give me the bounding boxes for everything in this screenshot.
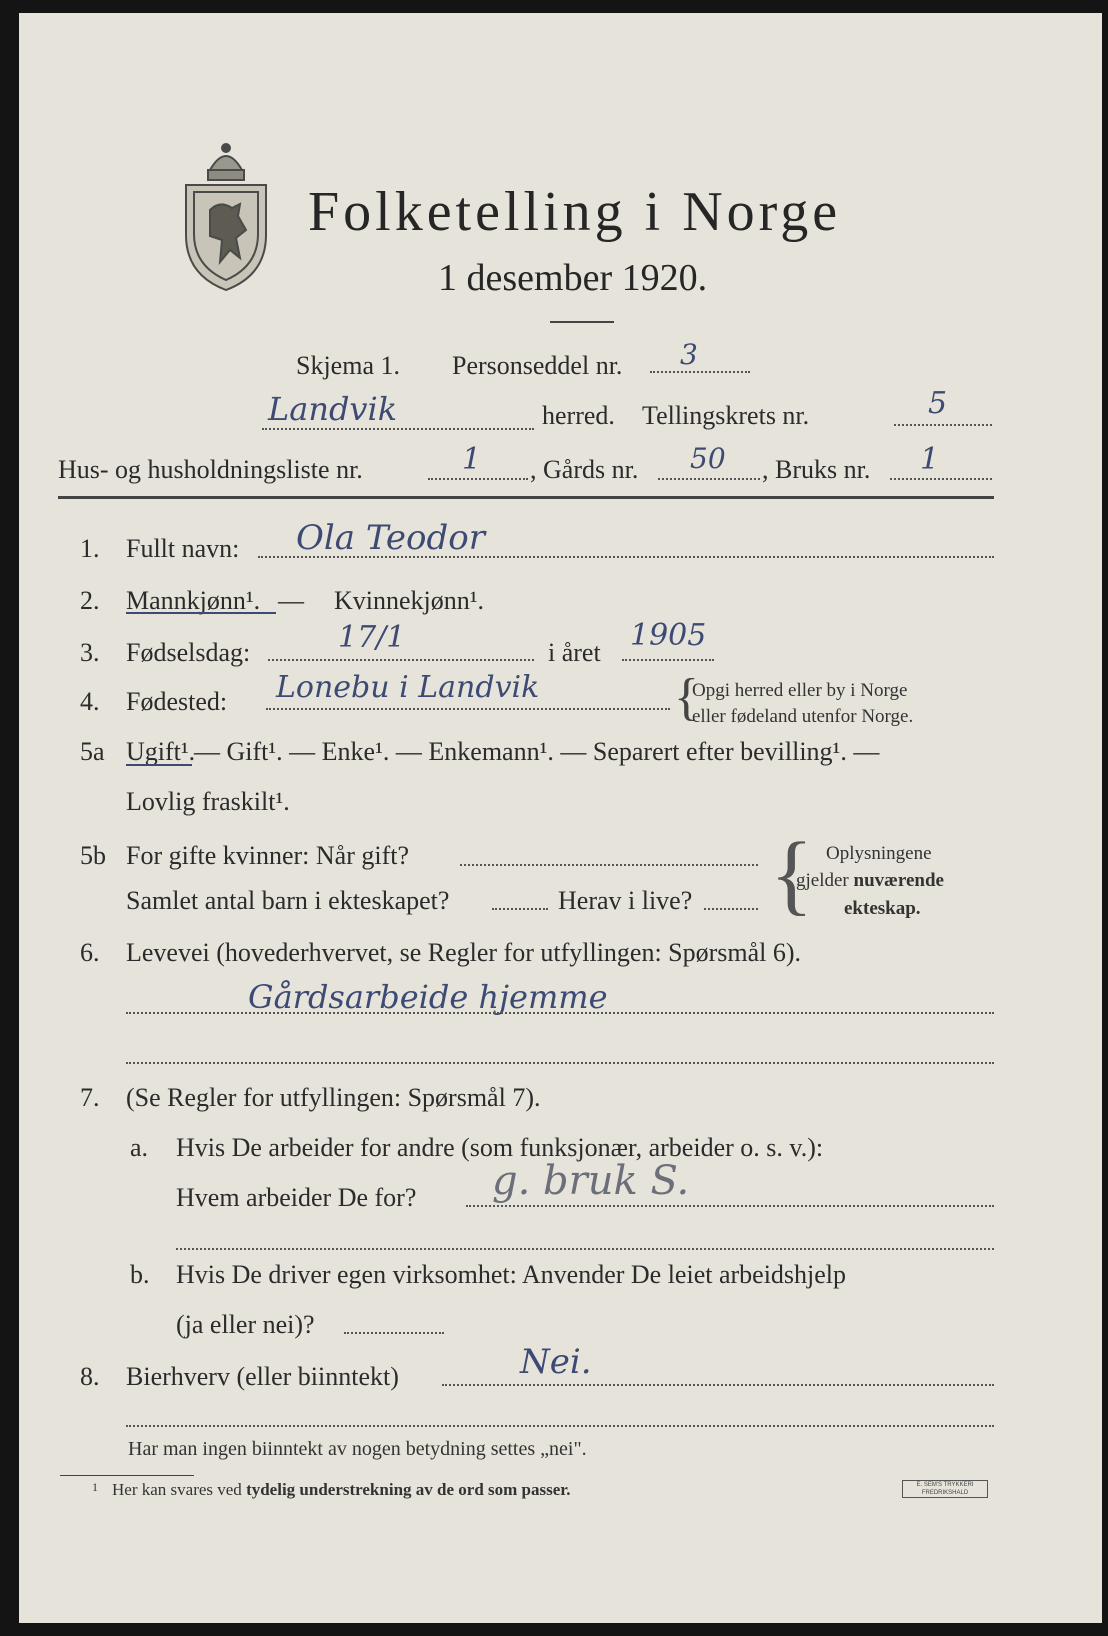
q7a-number: a. [130, 1133, 149, 1162]
q5b-brace: { [770, 825, 814, 924]
gards-label: , Gårds nr. [530, 455, 639, 484]
q7b-text: Hvis De driver egen virksomhet: Anvender De leiet arbeidshjelp [176, 1260, 847, 1289]
q2-female[interactable]: Kvinnekjønn¹. [334, 586, 485, 615]
q5b-note-2b: nuværende [853, 870, 944, 891]
q7a-text: Hvis De arbeider for andre (som funksjonær, arbeider o. s. v.): [176, 1133, 824, 1162]
q4-note-2: eller fødeland utenfor Norge. [692, 706, 914, 727]
q7b-number: b. [130, 1260, 150, 1289]
q5b-note-2 [796, 870, 944, 892]
q7-number: 7. [80, 1083, 100, 1112]
q5a-number: 5a [80, 737, 105, 766]
form-title: Folketelling i Norge [308, 181, 842, 243]
footnote [92, 1480, 571, 1500]
tellingskrets-label: Tellingskrets nr. [642, 401, 810, 430]
q8-label: Bierhverv (eller biinntekt) [126, 1362, 399, 1391]
q1-number: 1. [80, 534, 100, 563]
q5a-ugift[interactable]: Ugift¹. [126, 737, 196, 766]
footer-note: Har man ingen biinntekt av nogen betydning settes „nei". [128, 1438, 587, 1460]
q7b-line [344, 1332, 444, 1334]
bruks-line [890, 478, 992, 480]
q5b-line-1: For gifte kvinner: Når gift? [126, 841, 410, 870]
q4-brace: { [674, 669, 699, 726]
footnote-text-a: Her kan svares ved [112, 1480, 247, 1499]
q3-year-line [622, 659, 714, 661]
q6-line-2 [126, 1062, 994, 1064]
q7-label: (Se Regler for utfyllingen: Spørsmål 7). [126, 1083, 541, 1112]
q5b-line-2b: Herav i live? [558, 886, 693, 915]
q4-note-1: Opgi herred eller by i Norge [692, 680, 908, 701]
q8-line-1 [442, 1384, 994, 1386]
q4-number: 4. [80, 687, 100, 716]
q5b-gift-line [460, 864, 758, 866]
skjema-label: Skjema 1. [296, 351, 400, 380]
q8-line-2 [126, 1425, 994, 1427]
q5a-options[interactable]: — Gift¹. — Enke¹. — Enkemann¹. — Separert efter bevilling¹. — [194, 737, 880, 766]
bruks-value[interactable]: 1 [920, 442, 940, 477]
q8-value[interactable]: Nei. [520, 1342, 592, 1382]
q2-male[interactable]: Mannkjønn¹. [126, 586, 261, 615]
q4-label: Fødested: [126, 687, 228, 716]
gards-value[interactable]: 50 [690, 442, 726, 475]
header-rule [58, 496, 994, 499]
footnote-text-b: tydelig understrekning av de ord som passer. [246, 1480, 571, 1499]
q5a-ugift-underline [126, 764, 192, 766]
herred-line [262, 428, 534, 430]
personseddel-value[interactable]: 3 [680, 338, 698, 371]
q3-line [268, 659, 534, 661]
q6-value[interactable]: Gårdsarbeide hjemme [248, 978, 608, 1016]
tellingskrets-value[interactable]: 5 [928, 386, 948, 421]
q6-label: Levevei (hovederhvervet, se Regler for utfyllingen: Spørsmål 6). [126, 938, 802, 967]
personseddel-line [650, 371, 750, 373]
q3-label: Fødselsdag: [126, 638, 251, 667]
q5b-line-2a: Samlet antal barn i ekteskapet? [126, 886, 450, 915]
herred-label: herred. [542, 401, 615, 430]
q5b-note-2a: gjelder [796, 870, 854, 891]
husliste-line [428, 478, 528, 480]
q1-value[interactable]: Ola Teodor [296, 518, 485, 558]
q5b-barn-line [492, 908, 548, 910]
personseddel-label: Personseddel nr. [452, 351, 623, 380]
q6-line-1 [126, 1012, 994, 1014]
q6-number: 6. [80, 938, 100, 967]
q7a-line-2 [176, 1248, 994, 1250]
form-date: 1 desember 1920. [438, 257, 708, 299]
husliste-label: Hus- og husholdningsliste nr. [58, 455, 363, 484]
q2-male-underline [126, 612, 276, 614]
footnote-rule [60, 1475, 194, 1476]
q5b-live-line [704, 908, 758, 910]
q7b-question: (ja eller nei)? [176, 1310, 315, 1339]
q4-value[interactable]: Lonebu i Landvik [276, 670, 540, 705]
bruks-label: , Bruks nr. [762, 455, 871, 484]
q1-label: Fullt navn: [126, 534, 240, 563]
coat-of-arms-icon [180, 140, 272, 295]
gards-line [658, 478, 760, 480]
q2-number: 2. [80, 586, 100, 615]
herred-value[interactable]: Landvik [268, 390, 398, 428]
q3-year-value[interactable]: 1905 [630, 618, 707, 653]
footnote-number: 1 [92, 1480, 98, 1494]
q7a-question: Hvem arbeider De for? [176, 1183, 417, 1212]
printer-stamp [902, 1480, 988, 1498]
q7a-value[interactable]: g. bruk S. [492, 1158, 690, 1204]
q8-number: 8. [80, 1362, 100, 1391]
q2-separator: — [278, 586, 304, 615]
q5b-number: 5b [80, 841, 106, 870]
tellingskrets-line [894, 424, 992, 426]
q7a-line-1 [466, 1205, 994, 1207]
q5b-note-1: Oplysningene [826, 843, 932, 864]
q3-value[interactable]: 17/1 [338, 620, 406, 655]
q3-number: 3. [80, 638, 100, 667]
husliste-value[interactable]: 1 [462, 442, 482, 477]
title-divider [550, 321, 614, 323]
q4-line [266, 708, 670, 710]
printer-stamp-text: E. SEM'S TRYKKERI FREDRIKSHALD [916, 1482, 974, 1496]
q5a-fraskilt[interactable]: Lovlig fraskilt¹. [126, 787, 290, 816]
q3-year-label: i året [548, 638, 601, 667]
q5b-note-3: ekteskap. [844, 898, 921, 919]
